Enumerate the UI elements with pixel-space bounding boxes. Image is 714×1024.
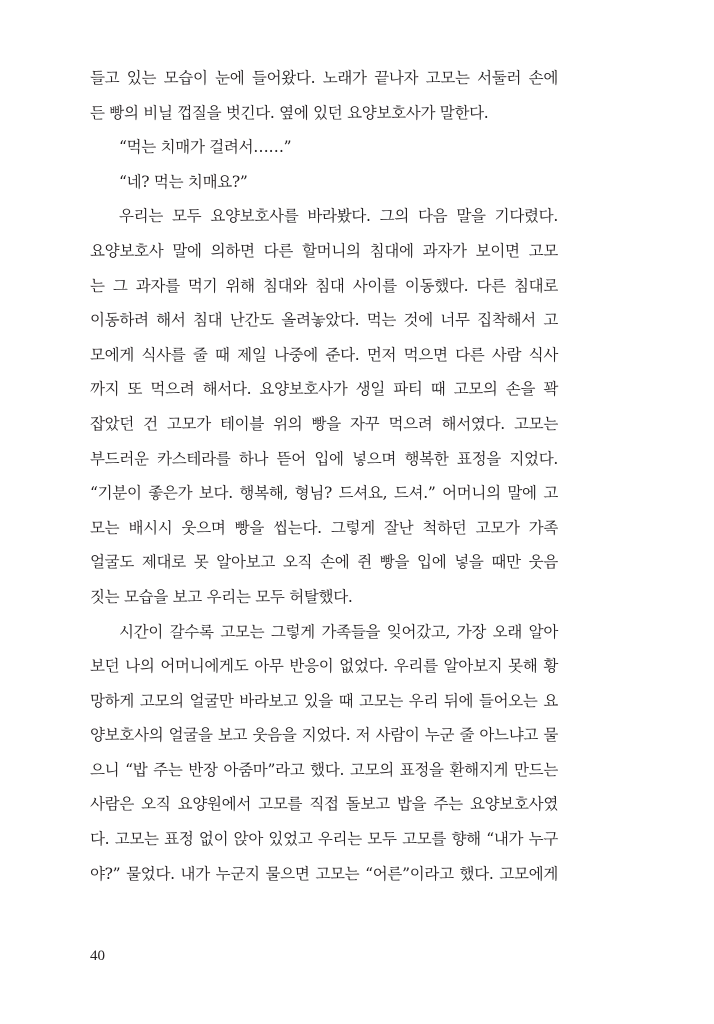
text-line: 요양보호사 말에 의하면 다른 할머니의 침대에 과자가 보이면 고모	[90, 241, 558, 260]
text-line: 모는 배시시 웃으며 빵을 씹는다. 그렇게 잘난 척하던 고모가 가족	[90, 518, 558, 537]
text-line: “먹는 치매가 걸려서……”	[119, 138, 292, 157]
text-line: 짓는 모습을 보고 우리는 모두 허탈했다.	[90, 587, 353, 606]
text-line: 보던 나의 어머니에게도 아무 반응이 없었다. 우리를 알아보지 못해 황	[90, 657, 558, 676]
text-line: 다. 고모는 표정 없이 앉아 있었고 우리는 모두 고모를 향해 “내가 누구	[90, 830, 558, 849]
body-text	[90, 61, 558, 891]
text-line: 잡았던 건 고모가 테이블 위의 빵을 자꾸 먹으려 해서였다. 고모는	[90, 414, 558, 433]
text-line: “네? 먹는 치매요?”	[119, 172, 248, 191]
text-line: 양보호사의 얼굴을 보고 웃음을 지었다. 저 사람이 누군 줄 아느냐고 물	[90, 726, 558, 745]
page-number: 40	[90, 948, 105, 964]
text-line: 시간이 갈수록 고모는 그렇게 가족들을 잊어갔고, 가장 오래 알아	[119, 622, 558, 641]
text-line: 우리는 모두 요양보호사를 바라봤다. 그의 다음 말을 기다렸다.	[119, 207, 558, 226]
text-line: 이동하려 해서 침대 난간도 올려놓았다. 먹는 것에 너무 집착해서 고	[90, 311, 558, 330]
text-line: 사람은 오직 요양원에서 고모를 직접 돌보고 밥을 주는 요양보호사였	[90, 795, 558, 814]
text-line: 부드러운 카스테라를 하나 뜯어 입에 넣으며 행복한 표정을 지었다.	[90, 449, 558, 468]
text-line: 으니 “밥 주는 반장 아줌마”라고 했다. 고모의 표정을 환해지게 만드는	[90, 760, 558, 779]
text-line: 모에게 식사를 줄 때 제일 나중에 준다. 먼저 먹으면 다른 사람 식사	[90, 345, 558, 364]
text-line: 는 그 과자를 먹기 위해 침대와 침대 사이를 이동했다. 다른 침대로	[90, 276, 558, 295]
text-line: 들고 있는 모습이 눈에 들어왔다. 노래가 끝나자 고모는 서둘러 손에	[90, 69, 558, 87]
text-line: 망하게 고모의 얼굴만 바라보고 있을 때 고모는 우리 뒤에 들어오는 요	[90, 691, 558, 710]
text-line: 든 빵의 비닐 껍질을 벗긴다. 옆에 있던 요양보호사가 말한다.	[90, 103, 489, 122]
text-line: 얼굴도 제대로 못 알아보고 오직 손에 쥔 빵을 입에 넣을 때만 웃음	[90, 553, 558, 572]
text-line: “기분이 좋은가 보다. 행복해, 형님? 드셔요, 드셔.” 어머니의 말에 고	[90, 484, 558, 503]
text-line: 야?” 물었다. 내가 누군지 물으면 고모는 “어른”이라고 했다. 고모에게	[90, 864, 558, 883]
text-line: 까지 또 먹으려 해서다. 요양보호사가 생일 파티 때 고모의 손을 꽉	[90, 380, 558, 399]
